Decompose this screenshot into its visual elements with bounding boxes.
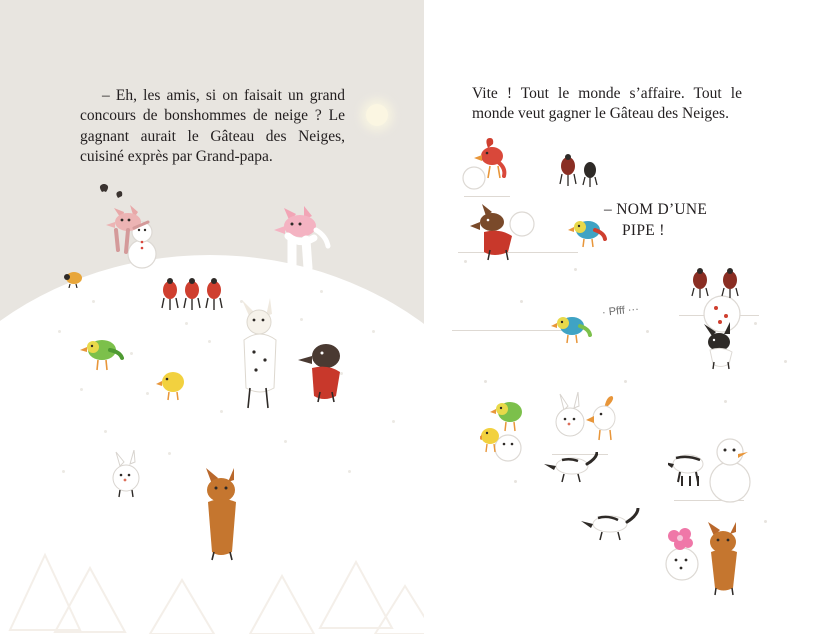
shout-line-2: PIPE !	[622, 221, 665, 239]
yellow-chick	[156, 368, 192, 402]
ground-line	[464, 196, 510, 197]
blue-green-bird	[550, 310, 596, 346]
butterfly-icons-left	[96, 182, 132, 208]
duck-with-red-scarf	[296, 336, 360, 404]
right-page-paragraph: Vite ! Tout le monde s’affaire. Tout le monde veut gagner le Gâteau des Neiges.	[472, 84, 742, 123]
yellow-chick-snowman	[480, 422, 528, 466]
skunk-icon	[542, 452, 598, 484]
striped-snowman	[668, 430, 758, 512]
white-rabbit-left	[104, 450, 152, 498]
ladybug-icon	[62, 268, 88, 288]
green-bird	[80, 334, 126, 374]
red-beetles-row	[158, 278, 228, 324]
brown-fox-left	[198, 466, 254, 562]
right-page	[424, 0, 824, 634]
skunk-icon-2	[580, 508, 640, 542]
red-rooster-snowman	[454, 136, 524, 194]
sound-effect-text: · Pfff ···	[601, 303, 640, 319]
red-scarf-dog	[470, 202, 562, 264]
beetle-pair	[554, 154, 608, 194]
parrot-bird	[568, 214, 610, 250]
left-page-paragraph: – Eh, les amis, si on faisait un grand concours de bonshommes de neige ? Le gagnant aurait le Gâteau des Neiges, cuisiné exprès par Grand-papa.	[80, 86, 345, 166]
shout-line-1: – NOM D’UNE	[604, 201, 708, 218]
brown-fox-right	[702, 520, 754, 596]
goat-snow-figure	[232, 296, 302, 412]
black-goat	[698, 322, 750, 370]
pink-pig	[272, 200, 344, 280]
duck-right	[584, 394, 628, 446]
